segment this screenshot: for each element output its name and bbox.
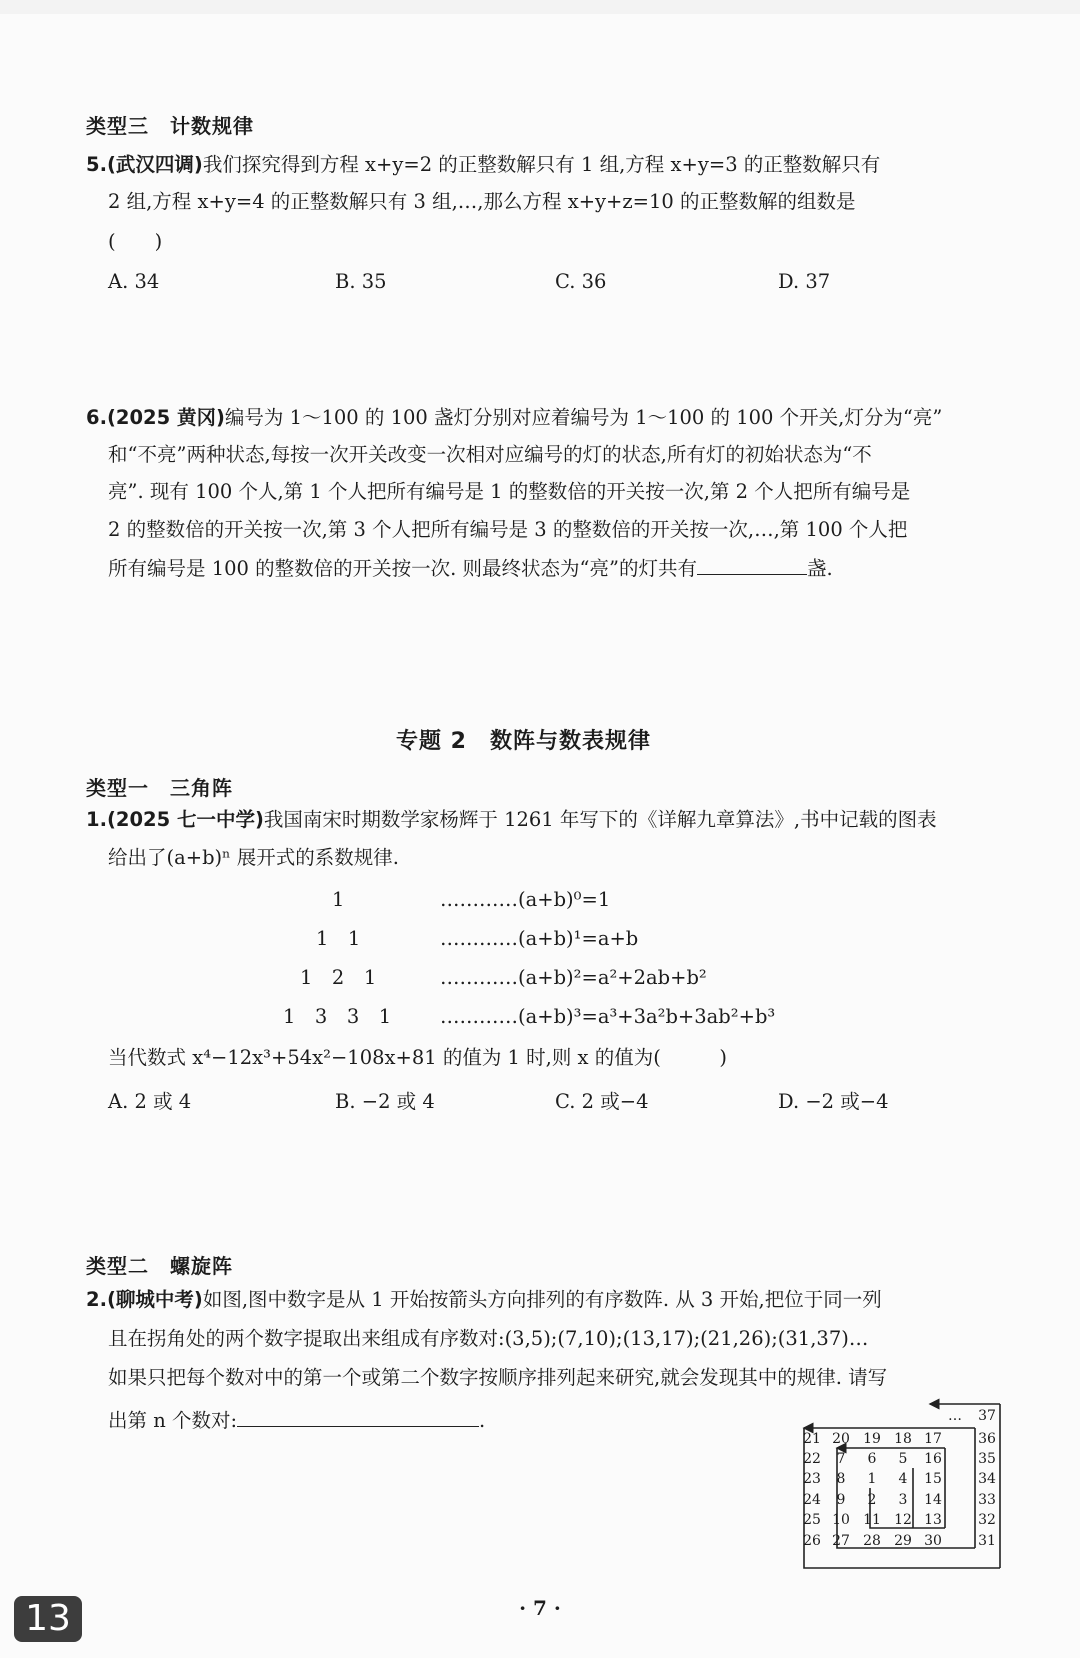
- spiral-number: 28: [863, 1533, 881, 1549]
- option-b: B. 35: [335, 270, 387, 293]
- spiral-number: 37: [978, 1408, 996, 1424]
- option-a: A. 34: [108, 270, 160, 293]
- expansion-0: …………(a+b)⁰=1: [440, 888, 611, 911]
- question-1-line1: [86, 808, 937, 832]
- question-number: 1.: [86, 808, 107, 831]
- expansion-1: …………(a+b)¹=a+b: [440, 927, 639, 950]
- question-text: 编号为 1～100 的 100 盏灯分别对应着编号为 1～100 的 100 个开关,灯分为“亮”: [224, 406, 943, 429]
- spiral-number: 12: [894, 1512, 912, 1528]
- question-5-line3: ( ): [108, 230, 163, 253]
- spiral-number: …: [948, 1408, 962, 1424]
- answer-blank[interactable]: [697, 556, 807, 575]
- spiral-number: 20: [832, 1431, 850, 1447]
- question-6-line5: [108, 556, 833, 581]
- question-2-line2: 且在拐角处的两个数字提取出来组成有序数对:(3,5);(7,10);(13,17);(21,26);(31,37)…: [108, 1327, 869, 1350]
- option-d: D. −2 或−4: [778, 1090, 889, 1113]
- option-c: C. 2 或−4: [555, 1090, 649, 1113]
- spiral-number: 31: [978, 1533, 996, 1549]
- spiral-number: 15: [924, 1471, 942, 1487]
- spiral-number: 18: [894, 1431, 912, 1447]
- question-text-end: 盏.: [806, 557, 833, 580]
- spiral-number: 32: [978, 1512, 996, 1528]
- question-6-line4: 2 的整数倍的开关按一次,第 3 个人把所有编号是 3 的整数倍的开关按一次,…,第 100 个人把: [108, 518, 908, 541]
- option-a: A. 2 或 4: [108, 1090, 192, 1113]
- expansion-2: …………(a+b)²=a²+2ab+b²: [440, 966, 707, 989]
- spiral-number: 27: [832, 1533, 850, 1549]
- spiral-number: 5: [898, 1451, 908, 1467]
- spiral-number: 35: [978, 1451, 996, 1467]
- spiral-number: 24: [803, 1492, 821, 1508]
- top-edge: [0, 0, 1080, 14]
- spiral-number: 10: [832, 1512, 850, 1528]
- spiral-number: 8: [836, 1471, 846, 1487]
- question-5-line2: 2 组,方程 x+y=4 的正整数解只有 3 组,…,那么方程 x+y+z=10 的正整数解的组数是: [108, 190, 856, 213]
- spiral-number: 19: [863, 1431, 881, 1447]
- spiral-number: 6: [867, 1451, 877, 1467]
- answer-blank[interactable]: [237, 1408, 479, 1427]
- question-6-line2: 和“不亮”两种状态,每按一次开关改变一次相对应编号的灯的状态,所有灯的初始状态为“不: [108, 443, 872, 466]
- spiral-number: 25: [803, 1512, 821, 1528]
- question-2-line1: [86, 1288, 882, 1312]
- spiral-number: 36: [978, 1431, 996, 1447]
- spiral-number: 17: [924, 1431, 942, 1447]
- spiral-diagram: [790, 1398, 1010, 1574]
- spiral-number: 2: [867, 1492, 877, 1508]
- page-number: · 7 ·: [519, 1596, 561, 1620]
- question-text: 所有编号是 100 的整数倍的开关按一次. 则最终状态为“亮”的灯共有: [108, 557, 697, 580]
- question-2-line3: 如果只把每个数对中的第一个或第二个数字按顺序排列起来研究,就会发现其中的规律. 请写: [108, 1366, 888, 1389]
- question-source: (武汉四调): [106, 153, 203, 176]
- question-text: 出第 n 个数对:: [108, 1409, 238, 1432]
- question-1-line2: 给出了(a+b)ⁿ 展开式的系数规律.: [108, 846, 399, 869]
- spiral-number: 29: [894, 1533, 912, 1549]
- spiral-number: 30: [924, 1533, 942, 1549]
- page-badge: 13: [14, 1596, 82, 1642]
- spiral-number: 22: [803, 1451, 821, 1467]
- spiral-number: 21: [803, 1431, 821, 1447]
- question-source: (2025 黄冈): [106, 406, 225, 429]
- question-text: 如图,图中数字是从 1 开始按箭头方向排列的有序数阵. 从 3 开始,把位于同一列: [202, 1288, 882, 1311]
- spiral-number: 33: [978, 1492, 996, 1508]
- expansion-3: …………(a+b)³=a³+3a²b+3ab²+b³: [440, 1005, 776, 1028]
- question-1-prompt: 当代数式 x⁴−12x³+54x²−108x+81 的值为 1 时,则 x 的值为( ): [108, 1046, 727, 1069]
- spiral-number: 1: [867, 1471, 877, 1487]
- spiral-number: 11: [863, 1512, 881, 1528]
- section-title: 类型一 三角阵: [86, 776, 233, 800]
- question-source: (2025 七一中学): [106, 808, 264, 831]
- spiral-number: 26: [803, 1533, 821, 1549]
- question-text-end: .: [479, 1409, 486, 1432]
- question-6-line3: 亮”. 现有 100 个人,第 1 个人把所有编号是 1 的整数倍的开关按一次,第 2 个人把所有编号是: [108, 480, 911, 503]
- question-number: 2.: [86, 1288, 107, 1311]
- question-5-line1: [86, 153, 880, 177]
- question-number: 6.: [86, 406, 107, 429]
- spiral-number: 14: [924, 1492, 942, 1508]
- question-source: (聊城中考): [106, 1288, 203, 1311]
- section-title: 类型二 螺旋阵: [86, 1254, 233, 1278]
- pascal-row-3: 1 3 3 1: [283, 1005, 392, 1028]
- question-2-line4: [108, 1408, 485, 1433]
- option-d: D. 37: [778, 270, 831, 293]
- question-number: 5.: [86, 153, 107, 176]
- spiral-number: 13: [924, 1512, 942, 1528]
- spiral-number: 7: [836, 1451, 846, 1467]
- spiral-number: 4: [898, 1471, 908, 1487]
- spiral-number: 3: [898, 1492, 908, 1508]
- spiral-number: 9: [836, 1492, 846, 1508]
- pascal-row-0: 1: [332, 888, 345, 911]
- option-b: B. −2 或 4: [335, 1090, 435, 1113]
- spiral-number: 16: [924, 1451, 942, 1467]
- pascal-row-2: 1 2 1: [300, 966, 377, 989]
- option-c: C. 36: [555, 270, 607, 293]
- topic-title: 专题 2 数阵与数表规律: [396, 729, 651, 754]
- pascal-row-1: 1 1: [316, 927, 361, 950]
- section-title: 类型三 计数规律: [86, 114, 254, 138]
- question-text: 我们探究得到方程 x+y=2 的正整数解只有 1 组,方程 x+y=3 的正整数解只有: [202, 153, 881, 176]
- question-text: 我国南宋时期数学家杨辉于 1261 年写下的《详解九章算法》,书中记载的图表: [263, 808, 937, 831]
- question-6-line1: [86, 406, 942, 430]
- spiral-number: 34: [978, 1471, 996, 1487]
- spiral-number: 23: [803, 1471, 821, 1487]
